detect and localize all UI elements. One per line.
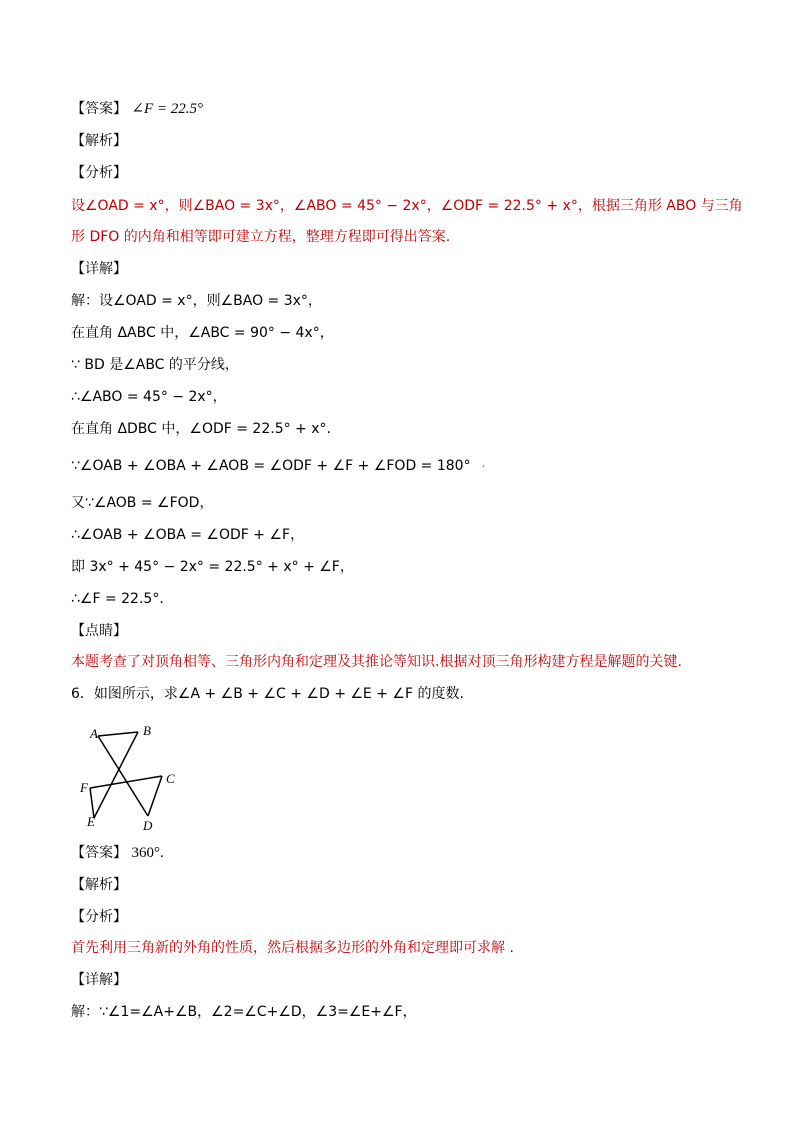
solution-step-9: 即 3x° + 45° − 2x° = 22.5° + x° + ∠F， xyxy=(71,559,354,575)
label-F: F xyxy=(80,780,88,795)
stray-comma: , xyxy=(482,458,486,469)
label-D: D xyxy=(143,818,153,833)
segment-FC xyxy=(90,776,162,788)
answer-math-2: 360°. xyxy=(131,845,164,861)
solution-step-10: ∴∠F = 22.5°. xyxy=(71,591,164,607)
answer-label-2: 【答案】 xyxy=(71,845,127,861)
solution-step-7: 又∵∠AOB = ∠FOD， xyxy=(71,495,214,511)
answer-label: 【答案】 xyxy=(71,101,127,117)
comment-line-1: 本题考查了对顶角相等、三角形内角和定理及其推论等知识.根据对顶三角形构建方程是解题的关键. xyxy=(71,654,682,670)
analysis-2: 首先利用三角新的外角的性质，然后根据多边形的外角和定理即可求解 . xyxy=(71,940,514,956)
label-C: C xyxy=(166,771,175,786)
label-E: E xyxy=(87,814,95,829)
label-A: A xyxy=(90,726,98,741)
answer-math: ∠F = 22.5° xyxy=(131,101,204,117)
dianjing-heading-1: 【点睛】 xyxy=(71,623,127,639)
answer-line-2 xyxy=(71,843,164,863)
label-B: B xyxy=(143,723,151,738)
jiexi-heading-1: 【解析】 xyxy=(71,133,127,149)
figure-lines xyxy=(90,732,162,818)
segment-AB xyxy=(98,732,138,736)
solution-step-11: 解：∵∠1=∠A+∠B，∠2=∠C+∠D，∠3=∠E+∠F， xyxy=(71,1004,417,1020)
solution-step-6: ∵∠OAB + ∠OBA + ∠AOB = ∠ODF + ∠F + ∠FOD = 180° xyxy=(71,458,471,474)
xiangjie-heading-2: 【详解】 xyxy=(71,972,127,988)
analysis-line-1: 设∠OAD = x°，则∠BAO = 3x°，∠ABO = 45° − 2x°，∠ODF = 22.5° + x°，根据三角形 ABO 与三角 xyxy=(71,198,743,214)
segment-CD xyxy=(148,776,162,816)
segment-AD xyxy=(98,736,148,816)
solution-step-5: 在直角 ΔDBC 中，∠ODF = 22.5° + x°. xyxy=(71,421,331,437)
solution-step-4: ∴∠ABO = 45° − 2x°， xyxy=(71,389,227,405)
segment-BE xyxy=(94,732,138,818)
fenxi-heading-2: 【分析】 xyxy=(71,909,127,925)
solution-step-3: ∵ BD 是∠ABC 的平分线， xyxy=(71,357,239,373)
analysis-line-2: 形 DFO 的内角和相等即可建立方程，整理方程即可得出答案. xyxy=(71,229,451,245)
solution-step-8: ∴∠OAB + ∠OBA = ∠ODF + ∠F， xyxy=(71,527,305,543)
solution-step-2: 在直角 ΔABC 中，∠ABC = 90° − 4x°， xyxy=(71,325,334,341)
answer-line-1 xyxy=(71,99,203,119)
jiexi-heading-2: 【解析】 xyxy=(71,877,127,893)
geometry-figure xyxy=(78,722,188,834)
solution-step-1: 解：设∠OAD = x°，则∠BAO = 3x°， xyxy=(71,293,322,309)
xiangjie-heading-1: 【详解】 xyxy=(71,261,127,277)
question-6: 6．如图所示，求∠A + ∠B + ∠C + ∠D + ∠E + ∠F 的度数. xyxy=(71,686,464,702)
fenxi-heading-1: 【分析】 xyxy=(71,165,127,181)
